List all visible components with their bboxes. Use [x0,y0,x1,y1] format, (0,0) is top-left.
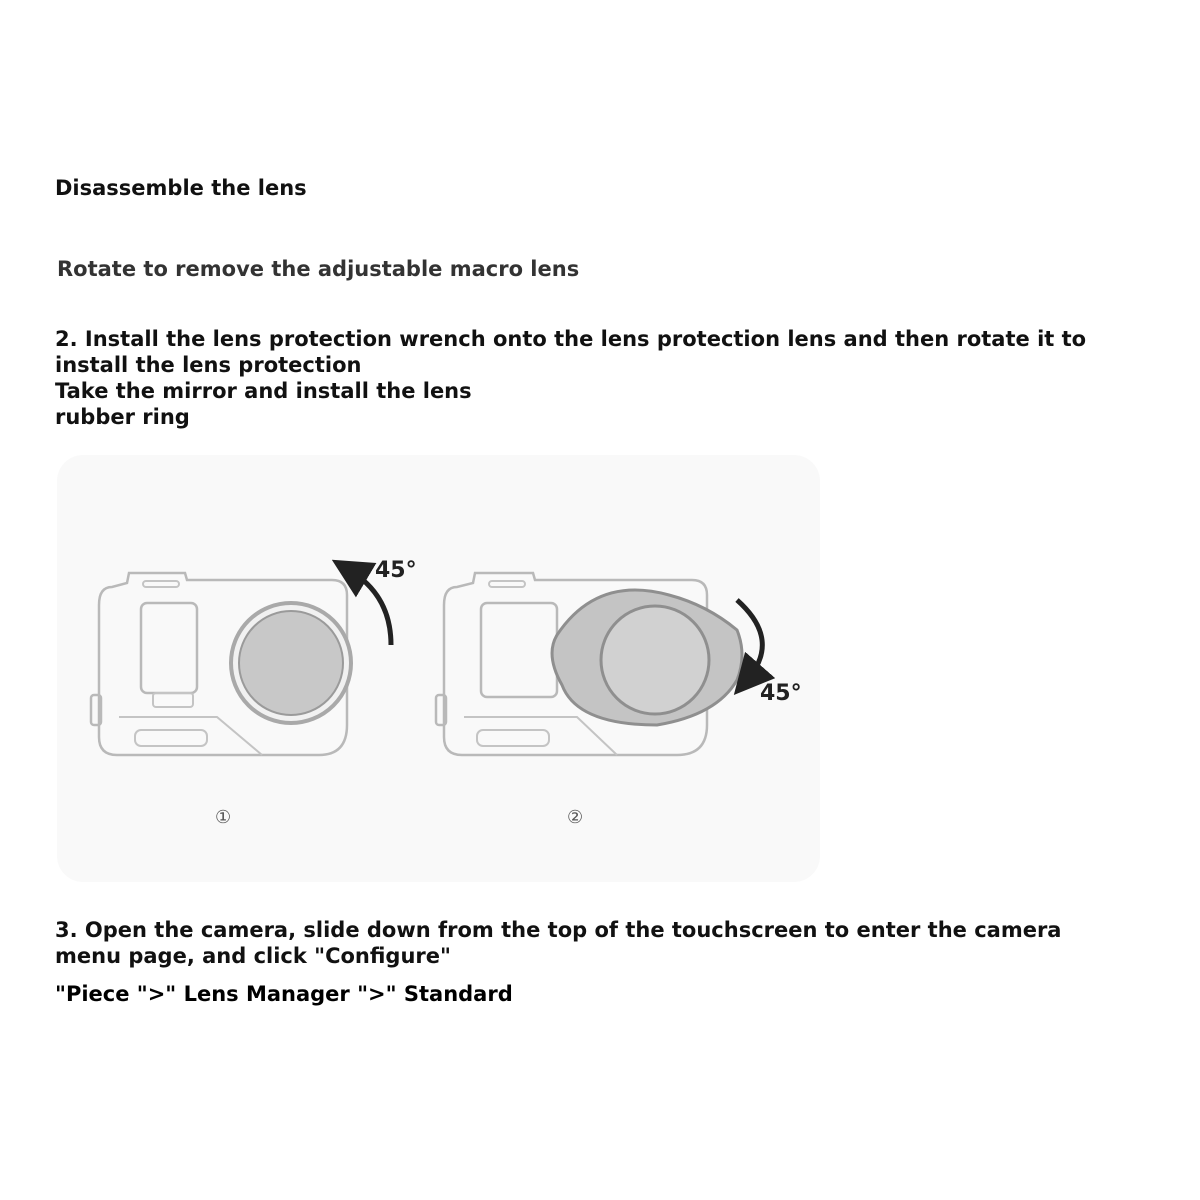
step-number-1: ① [215,807,232,828]
angle-label-1: 45° [375,558,417,583]
lens-protection-wrench-2 [552,590,742,725]
illustration-svg [57,455,820,882]
step2-line: Take the mirror and install the lens [55,379,472,403]
step2-line: rubber ring [55,405,190,429]
step1-instruction: Rotate to remove the adjustable macro lens [57,257,580,281]
lens-installation-illustration [57,455,820,882]
step3-line: menu page, and click "Configure" [55,944,451,968]
step3-line: 3. Open the camera, slide down from the top of the touchscreen to enter the camera [55,918,1062,942]
section-heading: Disassemble the lens [55,176,307,200]
step3-instruction [55,917,1095,969]
step2-line: install the lens protection [55,353,362,377]
step2-line: 2. Install the lens protection wrench onto the lens protection lens and then rotate it to [55,327,1087,351]
macro-lens-1 [231,603,351,723]
step2-instruction [55,326,1095,430]
menu-path: "Piece ">" Lens Manager ">" Standard [55,982,513,1006]
step-number-2: ② [567,807,584,828]
angle-label-2: 45° [760,681,802,706]
